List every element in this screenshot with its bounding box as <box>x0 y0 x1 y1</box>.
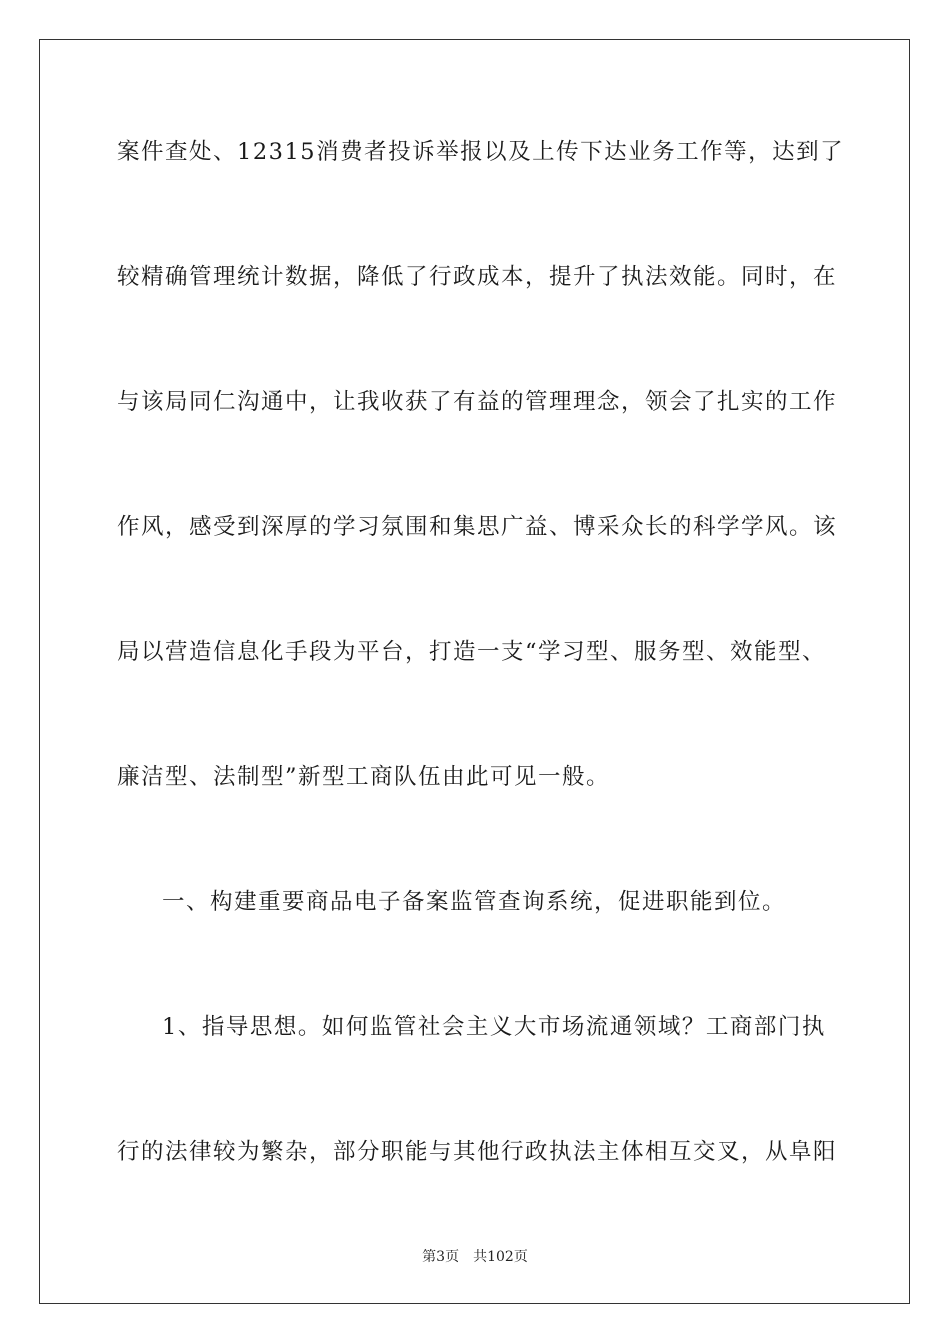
body-line-8: 1、指导思想。如何监管社会主义大市场流通领域？工商部门执 <box>162 1014 826 1040</box>
body-line-3: 与该局同仁沟通中，让我收获了有益的管理理念，领会了扎实的工作 <box>117 389 838 415</box>
body-line-4: 作风，感受到深厚的学习氛围和集思广益、博采众长的科学学风。该 <box>117 514 838 540</box>
body-line-6: 廉洁型、法制型”新型工商队伍由此可见一般。 <box>117 764 611 790</box>
section-heading: 一、构建重要商品电子备案监管查询系统，促进职能到位。 <box>162 889 787 915</box>
body-line-5: 局以营造信息化手段为平台，打造一支“学习型、服务型、效能型、 <box>117 639 827 665</box>
page-number: 第3页 <box>422 1249 460 1265</box>
page-footer <box>0 1247 950 1267</box>
page-border <box>39 39 910 1304</box>
body-line-1: 案件查处、12315消费者投诉举报以及上传下达业务工作等，达到了 <box>117 139 845 165</box>
page-total: 共102页 <box>473 1249 528 1265</box>
body-line-2: 较精确管理统计数据，降低了行政成本，提升了执法效能。同时，在 <box>117 264 838 290</box>
body-line-9: 行的法律较为繁杂，部分职能与其他行政执法主体相互交叉，从阜阳 <box>117 1139 838 1165</box>
